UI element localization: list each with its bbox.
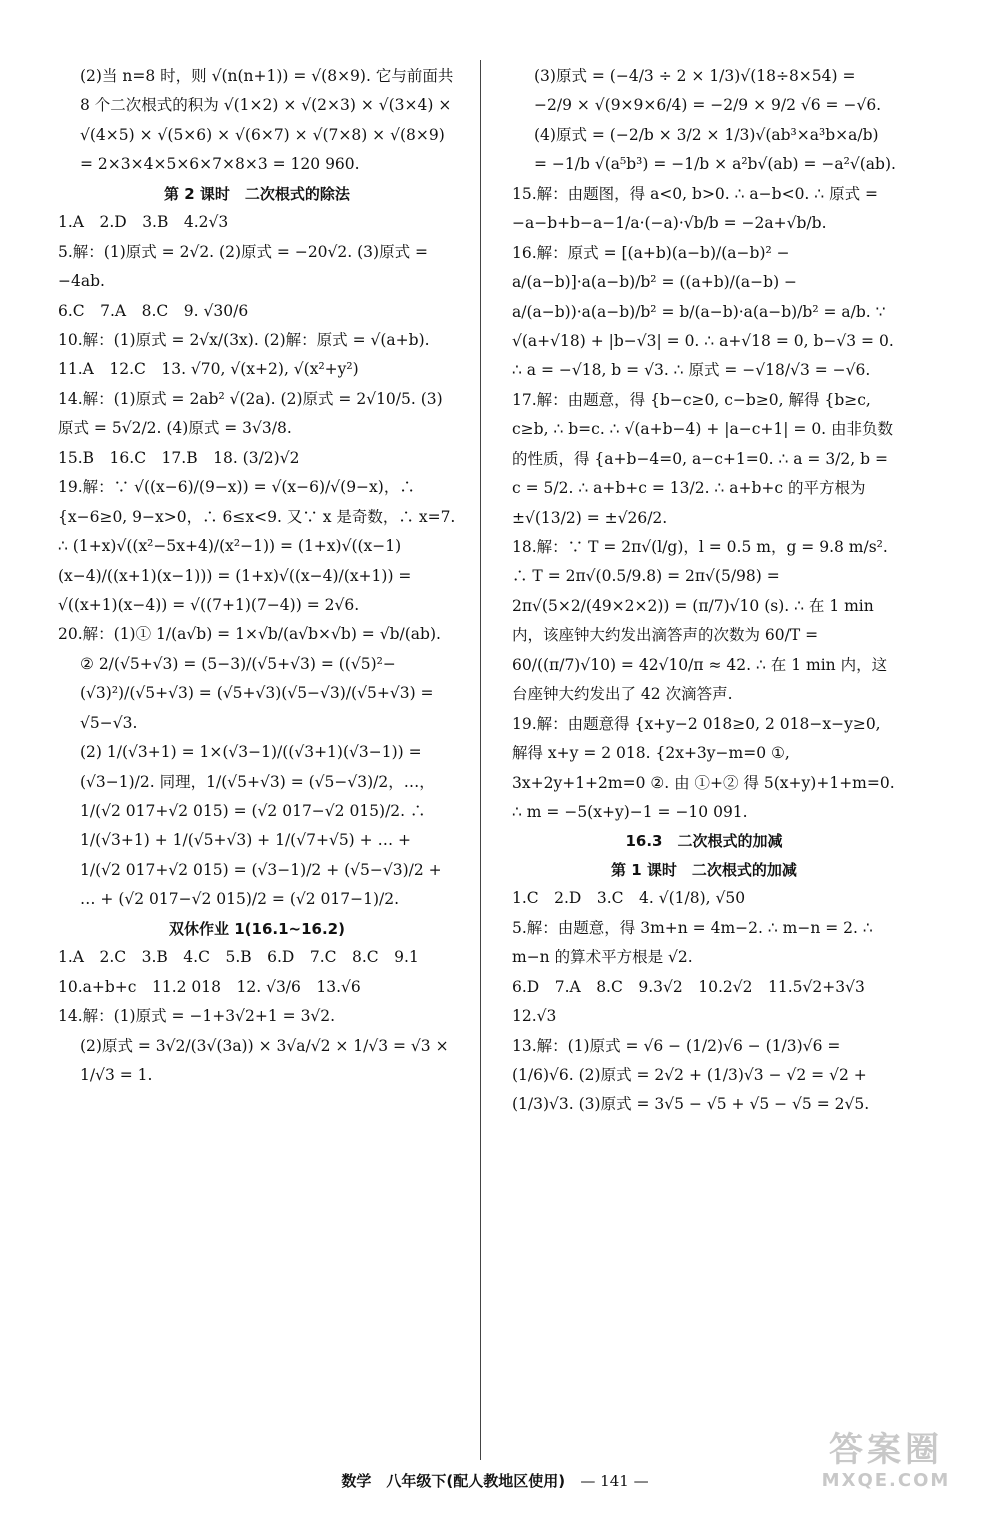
answer-line: 15.解：由题图，得 a<0, b>0. ∴ a−b<0. ∴ 原式 = −a−b+b−a−1/a·(−a)·√b/b = −2a+√b/b. bbox=[512, 184, 878, 233]
answer-line: 16.解：原式 = [(a+b)(a−b)/(a−b)² − a/(a−b)]·a(a−b)/b² = ((a+b)/(a−b) − a/(a−b))·a(a−b)/b² = b/(a−b)·a(a−b)/b² = a/b. ∵ √(a+√18) + |b−√3| = 0. ∴ a+√18 = 0, b−√3 = 0. ∴ a = −√18, b = √3. ∴ 原式 = −√18/√3 = −√6. bbox=[512, 243, 894, 380]
answer-line: 20.解：(1)① 1/(a√b) = 1×√b/(a√b×√b) = √b/(ab). bbox=[58, 625, 441, 644]
answer-line: (2) 1/(√3+1) = 1×(√3−1)/((√3+1)(√3−1)) = (√3−1)/2. 同理，1/(√5+√3) = (√5−√3)/2，…，1/(√2 017+√2 015) = (√2 017−√2 015)/2. ∴ 1/(√3+1) + 1/(√5+√3) + 1/(√7+√5) + … + 1/(√2 017+√2 015) = (√3−1)/2 + (√5−√3)/2 + … + (√2 017−√2 015)/2 = (√2 017−1)/2. bbox=[80, 743, 442, 909]
right-column bbox=[512, 62, 896, 1120]
column-divider bbox=[480, 60, 481, 1460]
answer-line: 11.A 12.C 13. √70, √(x+2), √(x²+y²) bbox=[58, 360, 359, 379]
answer-line: 5.解：由题意，得 3m+n = 4m−2. ∴ m−n = 2. ∴ m−n 的算术平方根是 √2. bbox=[512, 918, 873, 967]
answer-line: 1.A 2.D 3.B 4.2√3 bbox=[58, 213, 229, 232]
watermark-top: 答案圈 bbox=[829, 1430, 943, 1470]
answer-line: 12.√3 bbox=[512, 1007, 557, 1026]
answer-line: (2)当 n=8 时，则 √(n(n+1)) = √(8×9). 它与前面共 8 个二次根式的积为 √(1×2) × √(2×3) × √(3×4) × √(4×5) × √(5×6) × √(6×7) × √(7×8) × √(8×9) = 2×3×4×5×6×7×8×3 = 120 960. bbox=[80, 67, 454, 174]
answer-line: 1.A 2.C 3.B 4.C 5.B 6.D 7.C 8.C 9.1 bbox=[58, 948, 419, 967]
answer-line: 10.a+b+c 11.2 018 12. √3/6 13.√6 bbox=[58, 977, 361, 996]
answer-line: 13.解：(1)原式 = √6 − (1/2)√6 − (1/3)√6 = (1/6)√6. (2)原式 = 2√2 + (1/3)√3 − √2 = √2 + (1/3)√3. (3)原式 = 3√5 − √5 + √5 − √5 = 2√5. bbox=[512, 1036, 870, 1114]
section-heading: 16.3 二次根式的加减 bbox=[625, 832, 783, 851]
answer-line: 10.解：(1)原式 = 2√x/(3x). (2)解：原式 = √(a+b). bbox=[58, 331, 430, 349]
answer-line: 14.解：(1)原式 = −1+3√2+1 = 3√2. bbox=[58, 1007, 336, 1026]
answer-line: (3)原式 = (−4/3 ÷ 2 × 1/3)√(18÷8×54) = −2/9 × √(9×9×6/4) = −2/9 × 9/2 √6 = −√6. bbox=[534, 67, 882, 115]
page-number-value: 141 bbox=[600, 1472, 629, 1490]
answer-line: 6.D 7.A 8.C 9.3√2 10.2√2 11.5√2+3√3 bbox=[512, 977, 865, 996]
answer-line: 1.C 2.D 3.C 4. √(1/8), √50 bbox=[512, 889, 746, 908]
answer-line: (2)原式 = 3√2/(3√(3a)) × 3√a/√2 × 1/√3 = √3 × 1/√3 = 1. bbox=[80, 1036, 449, 1084]
answer-line: 19.解：由题意得 {x+y−2 018≥0, 2 018−x−y≥0, 解得 x+y = 2 018. {2x+3y−m=0 ①, 3x+2y+1+2m=0 ②. 由 ①+② 得 5(x+y)+1+m=0. ∴ m = −5(x+y)−1 = −10 091. bbox=[512, 714, 895, 821]
answer-line: 18.解：∵ T = 2π√(l/g)，l = 0.5 m，g = 9.8 m/s². ∴ T = 2π√(0.5/9.8) = 2π√(5/98) = 2π√(5×2/(49×2×2)) = (π/7)√10 (s). ∴ 在 1 min 内，该座钟大约发出滴答声的次数为 60/T = 60/((π/7)√10) = 42√10/π ≈ 42. ∴ 在 1 min 内，这台座钟大约发出了 42 次滴答声. bbox=[512, 538, 888, 704]
answer-line: 15.B 16.C 17.B 18. (3/2)√2 bbox=[58, 448, 300, 467]
watermark-logo bbox=[806, 1430, 966, 1502]
answer-line: 5.解：(1)原式 = 2√2. (2)原式 = −20√2. (3)原式 = −4ab. bbox=[58, 242, 429, 291]
section-heading: 第 2 课时 二次根式的除法 bbox=[164, 184, 350, 203]
section-heading: 双休作业 1(16.1~16.2) bbox=[169, 919, 345, 938]
watermark-bottom: MXQE.COM bbox=[821, 1470, 951, 1491]
answer-line: 14.解：(1)原式 = 2ab² √(2a). (2)原式 = 2√10/5. (3)原式 = 5√2/2. (4)原式 = 3√3/8. bbox=[58, 389, 443, 438]
answer-line: (4)原式 = (−2/b × 3/2 × 1/3)√(ab³×a³b×a/b) = −1/b √(a⁵b³) = −1/b × a²b√(ab) = −a²√(ab). bbox=[534, 125, 896, 174]
page-number: — 141 — bbox=[580, 1472, 649, 1490]
answer-line: 17.解：由题意，得 {b−c≥0, c−b≥0, 解得 {b≥c, c≥b, ∴ b=c. ∴ √(a+b−4) + |a−c+1| = 0. 由非负数的性质，得 {a+b−4=0, a−c+1=0. ∴ a = 3/2, b = c = 5/2. ∴ a+b+c = 13/2. ∴ a+b+c 的平方根为 ±√(13/2) = ±√26/2. bbox=[512, 390, 894, 527]
footer-label: 数学 八年级下(配人教地区使用) bbox=[341, 1472, 566, 1490]
answer-line: 19.解：∵ √((x−6)/(9−x)) = √(x−6)/√(9−x)，∴ {x−6≥0, 9−x>0，∴ 6≤x<9. 又∵ x 是奇数，∴ x=7. ∴ (1+x)√((x²−5x+4)/(x²−1)) = (1+x)√((x−1)(x−4)/((x+1)(x−1))) = (1+x)√((x−4)/(x+1)) = √((x+1)(x−4)) = √((7+1)(7−4)) = 2√6. bbox=[58, 478, 456, 614]
left-column bbox=[58, 62, 456, 1090]
answer-line: 6.C 7.A 8.C 9. √30/6 bbox=[58, 301, 249, 320]
answer-line: ② 2/(√5+√3) = (5−3)/(√5+√3) = ((√5)²−(√3)²)/(√5+√3) = (√5+√3)(√5−√3)/(√5+√3) = √5−√3. bbox=[80, 654, 434, 732]
section-heading: 第 1 课时 二次根式的加减 bbox=[611, 860, 797, 879]
